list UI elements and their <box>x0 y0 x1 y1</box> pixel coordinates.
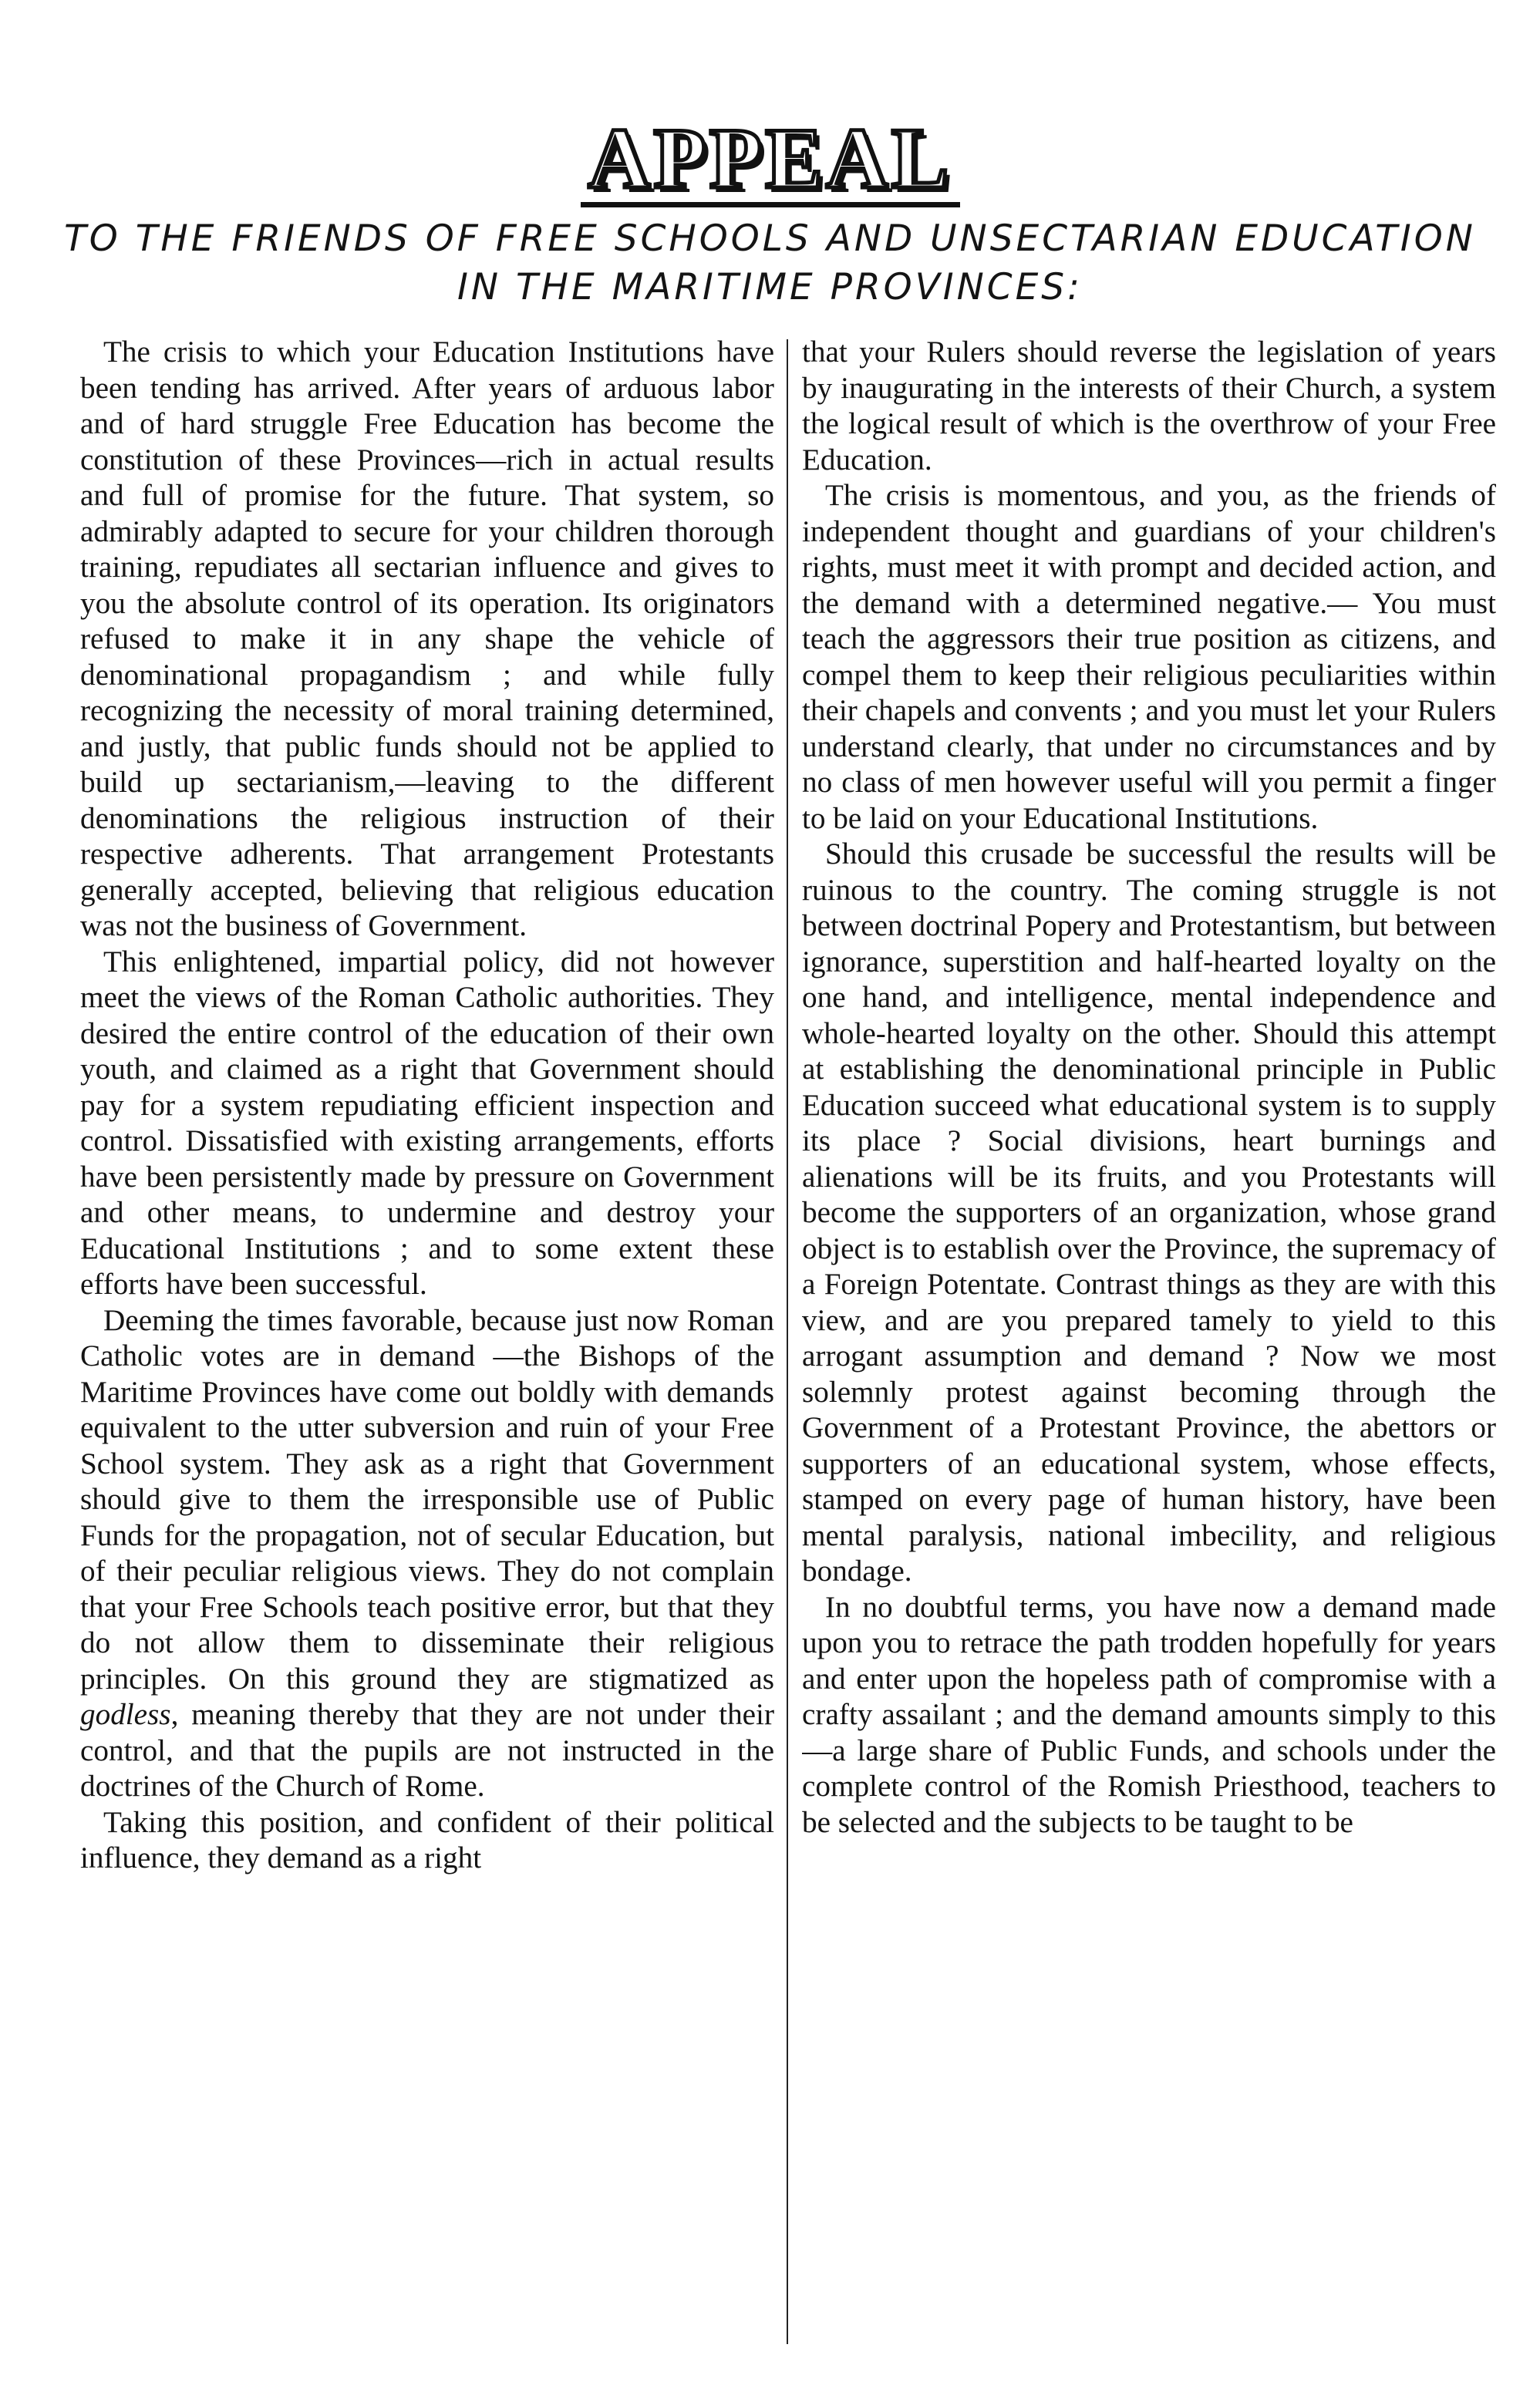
paragraph-text: Deeming the times favorable, because just now Roman Catholic votes are in demand —the Bishops of the Maritime Provinces have come out boldly with demands equivalent to the utter subversion and ruin of your Free School system. They ask as a right that Government should give to them the irresponsible use of Public Funds for the propagation, not of secular Education, but of their peculiar religious views. They do not complain that your Free Schools teach positive error, but that they do not allow them to disseminate their religious principles. On this ground they are stigmatized as <box>80 1303 774 1696</box>
page-subtitle-line-2: IN THE MARITIME PROVINCES: <box>457 266 1083 308</box>
paragraph-text: , meaning thereby that they are not under their control, and that the pupils are not instructed in the doctrines of the Church of Rome. <box>80 1698 774 1803</box>
italic-word: godless <box>80 1698 171 1731</box>
left-column <box>80 335 774 2347</box>
paragraph: Should this crusade be successful the results will be ruinous to the country. The coming struggle is not between doctrinal Popery and Protestantism, but between ignorance, superstition and half-hearted loyalty on the one hand, and intelligence, mental independence and whole-hearted loyalty on the other. Should this attempt at establishing the denominational principle in Public Education succeed what educational system is to supply its place ? Social divisions, heart burnings and alienations will be its fruits, and you Protestants will become the supporters of an organization, whose grand object is to establish over the Province, the supremacy of a Foreign Potentate. Contrast things as they are with this view, and are you prepared tamely to yield to this arrogant assumption and demand ? Now we most solemnly protest against becoming through the Government of a Protestant Province, the abettors or supporters of an educational system, whose effects, stamped on every page of human history, have been mental paralysis, national imbecility, and religious bondage. <box>802 837 1496 1588</box>
paragraph: Taking this position, and confident of their political influence, they demand as a right <box>80 1805 774 1875</box>
paragraph <box>80 1303 774 1805</box>
paragraph: In no doubtful terms, you have now a demand made upon you to retrace the path trodden hopefully for years and enter upon the hopeless path of compromise with a crafty assailant ; and the demand amounts simply to this—a large share of Public Funds, and schools under the complete control of the Romish Priesthood, teachers to be selected and the subjects to be taught to be <box>802 1590 1496 1839</box>
paragraph: The crisis is momentous, and you, as the friends of independent thought and guardians of your children's rights, must meet it with prompt and decided action, and the demand with a determined negative.— You must teach the aggressors their true position as citizens, and compel them to keep their religious peculiarities within their chapels and convents ; and you must let your Rulers understand clearly, that under no circumstances and by no class of men however useful will you permit a finger to be laid on your Educational Institutions. <box>802 479 1496 835</box>
page-title: APPEAL <box>581 116 960 207</box>
paragraph-continued: that your Rulers should reverse the legislation of years by inaugurating in the interests of their Church, a system the logical result of which is the overthrow of your Free Education. <box>802 335 1496 477</box>
masthead <box>0 111 1540 207</box>
page-subtitle-line-1: TO THE FRIENDS OF FREE SCHOOLS AND UNSECTARIAN EDUCATION <box>64 217 1476 260</box>
paragraph: The crisis to which your Education Institutions have been tending has arrived. After years of arduous labor and of hard struggle Free Education has become the constitution of these Provinces—rich in actual results and full of promise for the future. That system, so admirably adapted to secure for your children thorough training, repudiates all sectarian influence and gives to you the absolute control of its operation. Its originators refused to make it in any shape the vehicle of denominational propagandism ; and while fully recognizing the necessity of moral training determined, and justly, that public funds should not be applied to build up sectarianism,—leaving to the different denominations the religious instruction of their respective adherents. That arrangement Protestants generally accepted, believing that religious education was not the business of Government. <box>80 335 774 942</box>
right-column <box>802 335 1496 2347</box>
column-divider <box>787 339 788 2344</box>
paragraph: This enlightened, impartial policy, did not however meet the views of the Roman Catholic authorities. They desired the entire control of the education of their own youth, and claimed as a right that Government should pay for a system repudiating efficient inspection and control. Dissatisfied with existing arrangements, efforts have been persistently made by pressure on Government and other means, to undermine and destroy your Educational Institutions ; and to some extent these efforts have been successful. <box>80 945 774 1301</box>
